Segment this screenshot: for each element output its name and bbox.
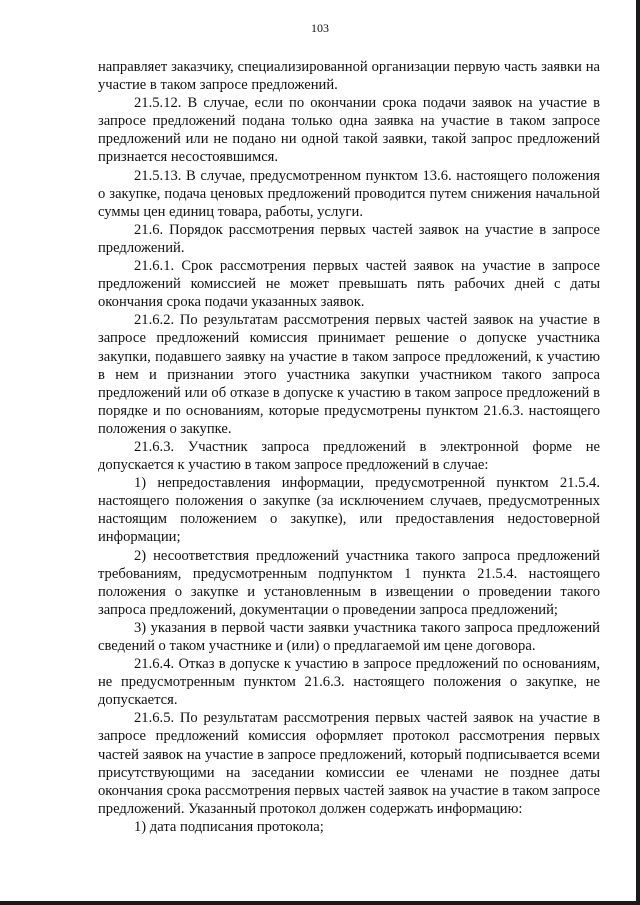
list-item-1: 1) непредоставления информации, предусмотренной пунктом 21.5.4. настоящего положения о закупке (за исключением случаев, предусмотренных настоящим положением о закупке), или предоставления недостоверной информации;: [98, 475, 600, 546]
paragraph-21-6-1: 21.6.1. Срок рассмотрения первых частей заявок на участие в запросе предложений комиссией не может превышать пять рабочих дней с даты окончания срока подачи указанных заявок.: [98, 258, 600, 311]
section-heading-21-6: 21.6. Порядок рассмотрения первых частей заявок на участие в запросе предложений.: [98, 221, 600, 256]
page-number: 103: [311, 21, 329, 35]
paragraph-21-6-5: 21.6.5. По результатам рассмотрения первых частей заявок на участие в запросе предложений комиссия оформляет протокол рассмотрения первых частей заявок на участие в запросе предложений, который подписывается всеми присутствующими на заседании комиссии ее членами не позднее даты окончания срока рассмотрения первых частей заявок на участие в таком запросе предложений. Указанный протокол должен содержать информацию:: [98, 710, 600, 817]
paragraph-21-5-12: 21.5.12. В случае, если по окончании срока подачи заявок на участие в запросе предложений подана только одна заявка на участие в таком запросе предложений или не подано ни одной такой заявки, такой запрос предложений признается несостоявшимся.: [98, 95, 600, 166]
paragraph-21-6-3: 21.6.3. Участник запроса предложений в электронной форме не допускается к участию в таком запросе предложений в случае:: [98, 438, 600, 474]
paragraph-21-6-4: 21.6.4. Отказ в допуске к участию в запросе предложений по основаниям, не предусмотренным пунктом 21.6.3. настоящего положения о закупке, не допускается.: [98, 656, 600, 709]
scan-edge-bottom: [0, 901, 640, 905]
paragraph-21-6-2: 21.6.2. По результатам рассмотрения первых частей заявок на участие в запросе предложений комиссия принимает решение о допуске участника закупки, подавшего заявку на участие в таком запросе предложений, к участию в нем и признании этого участника закупки участником такого запроса предложений или об отказе в допуске к участию в таком запросе предложений в порядке и по основаниям, которые предусмотрены пунктом 21.6.3. настоящего положения о закупке.: [98, 312, 600, 437]
list-item-3: 3) указания в первой части заявки участника такого запроса предложений сведений о таком участнике и (или) о предлагаемой им цене договора.: [98, 619, 600, 654]
scan-edge-right: [636, 0, 640, 905]
document-body: [98, 58, 600, 836]
list-item-2: 2) несоответствия предложений участника такого запроса предложений требованиям, предусмотренным подпунктом 1 пункта 21.5.4. настоящего положения о закупке и установленным в извещении о проведении такого запроса предложений, документации о проведении запроса предложений;: [98, 547, 600, 618]
paragraph-continuation: направляет заказчику, специализированной организации первую часть заявки на участие в таком запросе предложений.: [98, 59, 600, 94]
list-item-protocol-date: 1) дата подписания протокола;: [134, 818, 324, 835]
paragraph-21-5-13: 21.5.13. В случае, предусмотренном пунктом 13.6. настоящего положения о закупке, подача ценовых предложений проводится путем снижения начальной суммы цен единиц товара, работы, услуги.: [98, 167, 600, 220]
